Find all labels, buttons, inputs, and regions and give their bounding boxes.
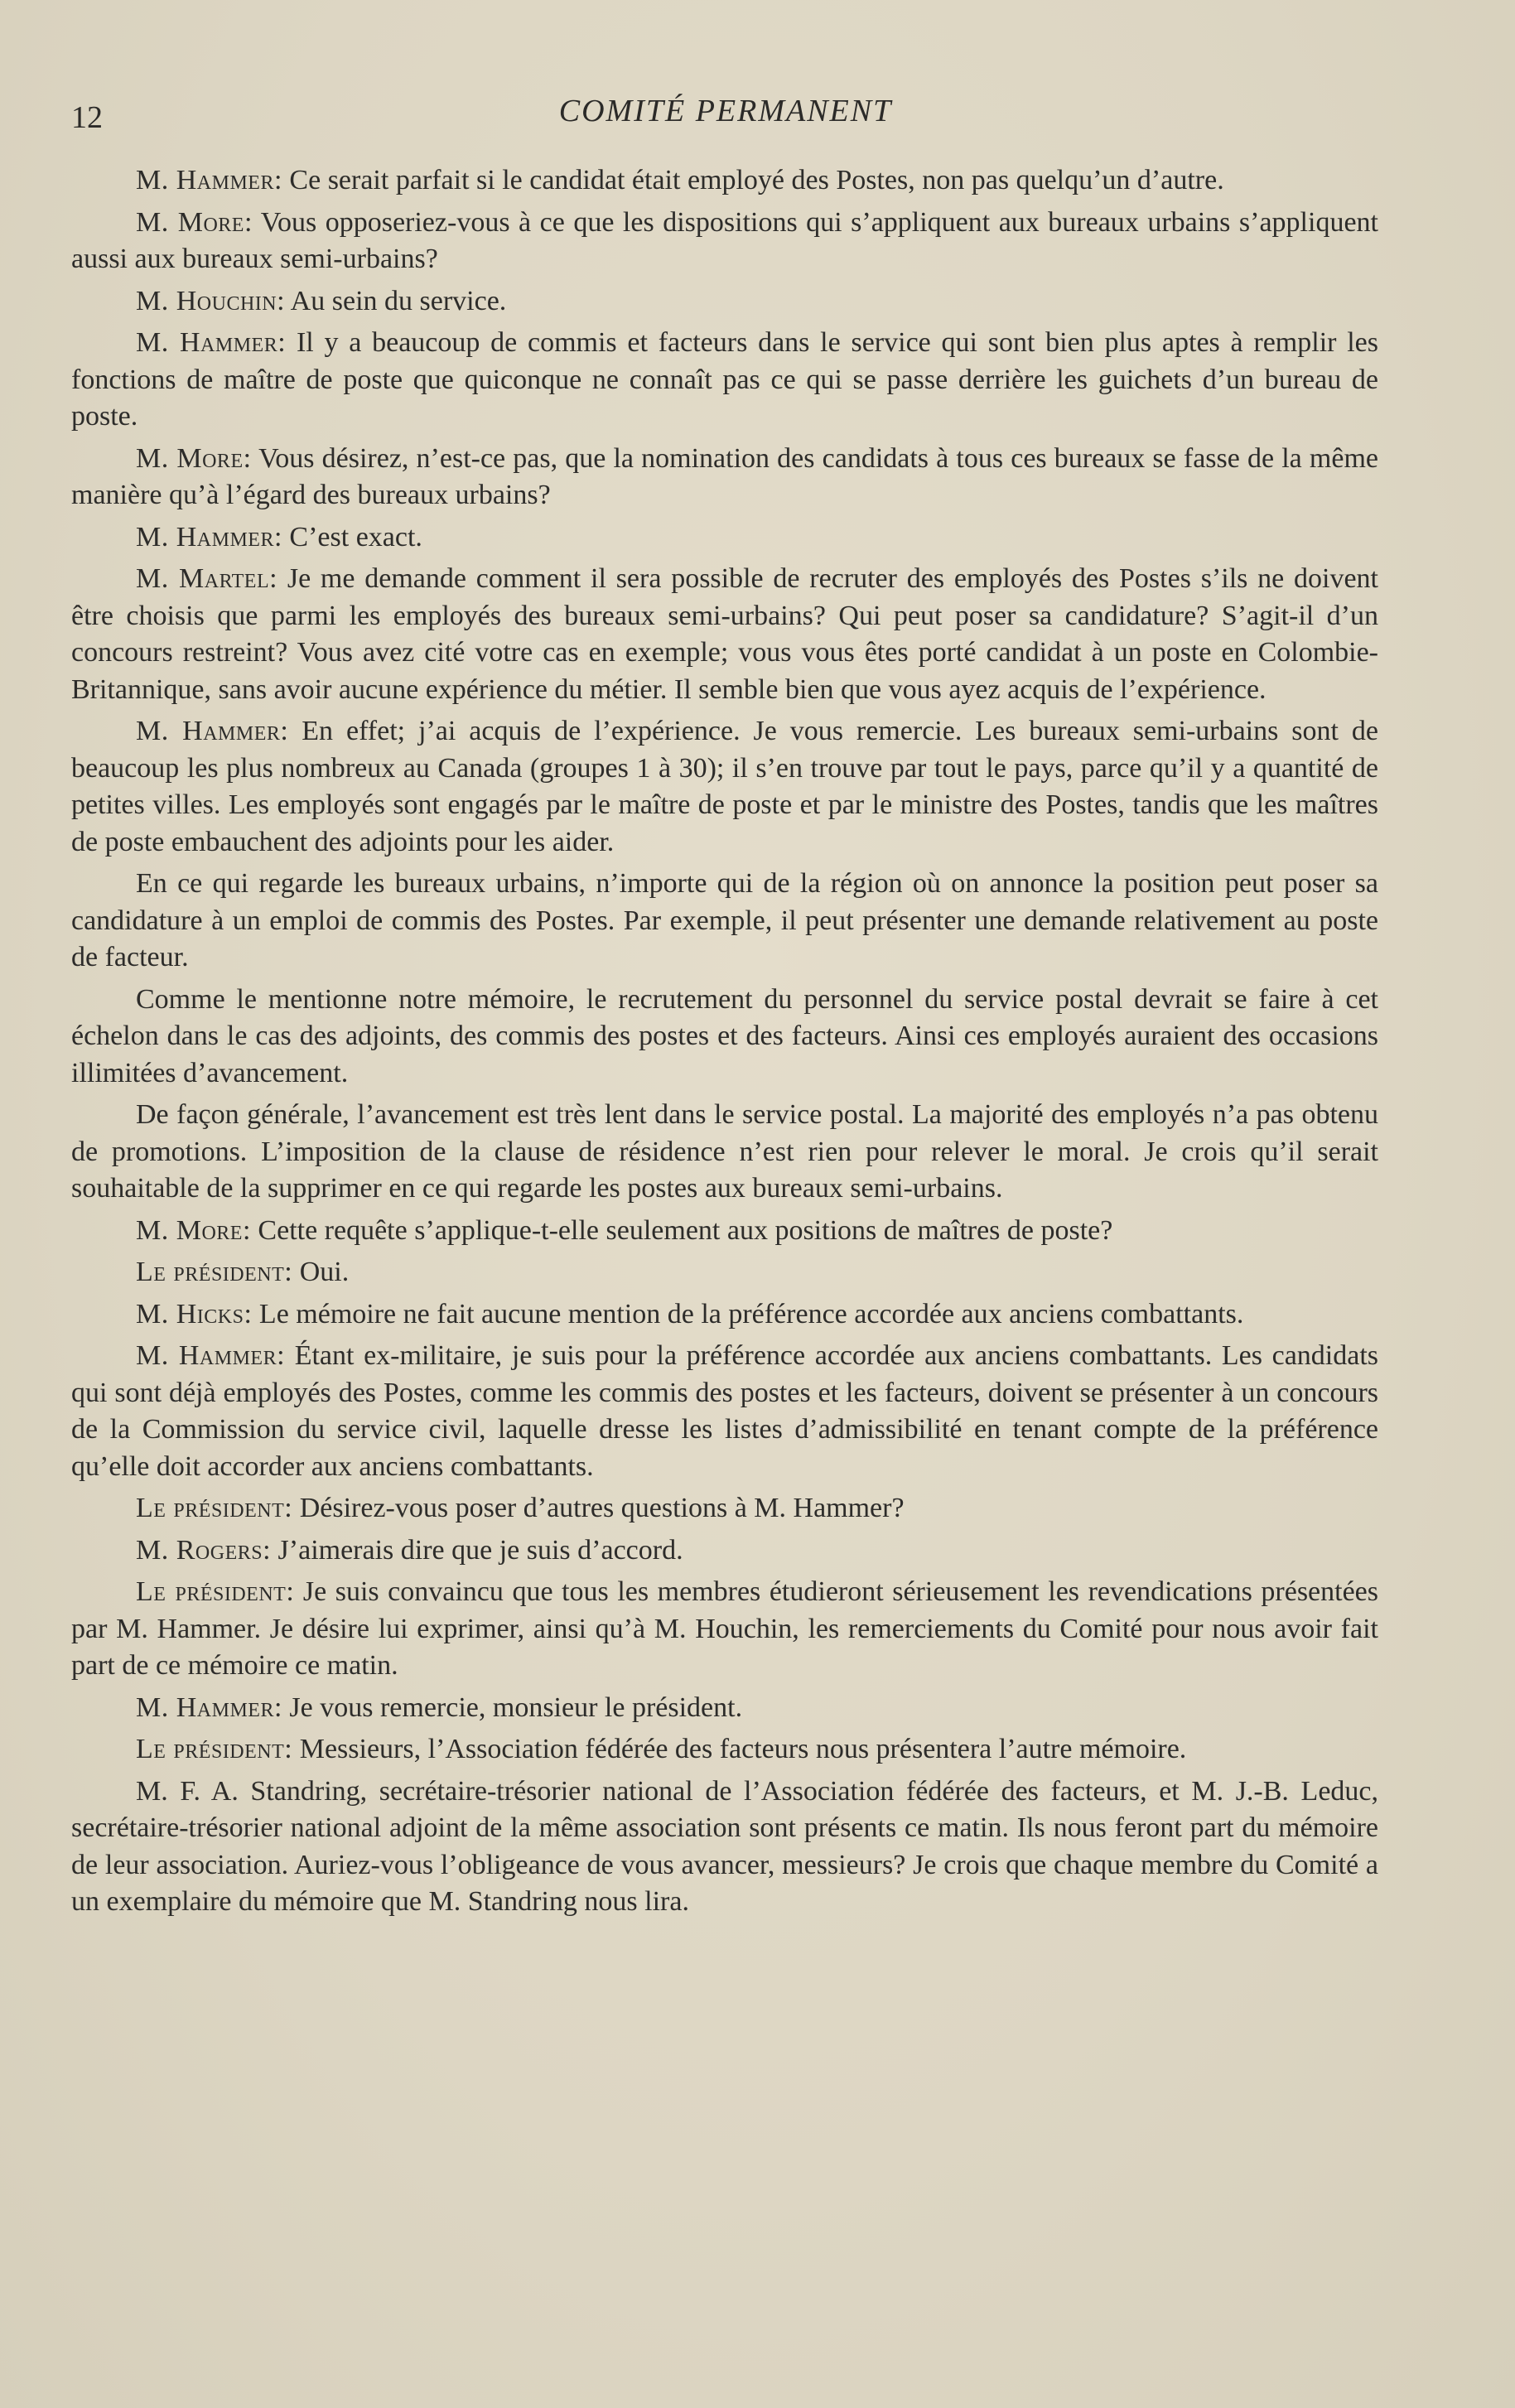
paragraph-text: Cette requête s’applique-t-elle seulement aux positions de maîtres de poste? [250, 1214, 1113, 1246]
speaker-name: Le président: [136, 1257, 293, 1287]
paragraph [71, 325, 1378, 436]
paragraph [71, 1690, 1378, 1727]
speaker-name: Le président: [136, 1576, 295, 1607]
paragraph [71, 713, 1378, 861]
paragraph-text: Vous désirez, n’est-ce pas, que la nomination des candidats à tous ces bureaux se fasse de la même manière qu’à l’égard des bureaux urbains? [71, 442, 1378, 510]
speaker-name: M. Houchin: [136, 285, 286, 316]
paragraph-text: En effet; j’ai acquis de l’expérience. Je vous remercie. Les bureaux semi-urbains sont de beaucoup les plus nombreux au Canada (groupes 1 à 30); il s’en trouve par tout le pays, parce qu’il y a quantité de petites villes. Les employés sont engagés par le maître de poste et par le ministre des Postes, tandis que les maîtres de poste embauchent des adjoints pour les aider. [71, 716, 1378, 857]
paragraph-text: Le mémoire ne fait aucune mention de la préférence accordée aux anciens combattants. [252, 1298, 1244, 1329]
transcript-body [71, 162, 1378, 1926]
speaker-name: M. More: [136, 206, 253, 238]
speaker-name: M. Hammer: [136, 165, 282, 195]
paragraph-text: Vous opposeriez-vous à ce que les dispositions qui s’appliquent aux bureaux urbains s’appliquent aussi aux bureaux semi-urbains? [71, 206, 1378, 274]
paragraph [71, 1254, 1378, 1291]
paragraph [71, 441, 1378, 514]
paragraph [71, 1532, 1378, 1570]
paragraph [71, 205, 1378, 278]
page-number: 12 [71, 100, 103, 135]
paragraph-text: Ce serait parfait si le candidat était employé des Postes, non pas quelqu’un d’autre. [282, 165, 1224, 195]
paragraph-text: Je suis convaincu que tous les membres étudieront sérieusement les revendications présentées par M. Hammer. Je désire lui exprimer, ainsi qu’à M. Houchin, les remerciements du Comité pour nous avoir fait part de ce mémoire ce matin. [71, 1576, 1378, 1681]
speaker-name: M. Hammer: [136, 1691, 282, 1723]
paragraph [71, 1296, 1378, 1334]
page-header [71, 93, 1380, 142]
speaker-name: M. Hicks: [136, 1298, 253, 1329]
paragraph-text: De façon générale, l’avancement est très lent dans le service postal. La majorité des employés n’a pas obtenu de promotions. L’imposition de la clause de résidence n’est rien pour relever le moral. Je crois qu’il serait souhaitable de la supprimer en ce qui regarde les postes aux bureaux semi-urbains. [71, 1099, 1378, 1204]
speaker-name: M. Hammer: [136, 521, 282, 553]
speaker-name: Le président: [136, 1734, 293, 1764]
paragraph-text: C’est exact. [282, 521, 422, 553]
paragraph [71, 982, 1378, 1093]
paragraph-text: Je vous remercie, monsieur le président. [282, 1691, 743, 1723]
paragraph [71, 1773, 1378, 1921]
paragraph [71, 283, 1378, 321]
paragraph-text: Il y a beaucoup de commis et facteurs dans le service qui sont bien plus aptes à remplir les fonctions de maître de poste que quiconque ne connaît pas ce qui se passe derrière les guichets d’un bureau de poste. [71, 327, 1378, 432]
paragraph-text: Comme le mentionne notre mémoire, le recrutement du personnel du service postal devrait se faire à cet échelon dans le cas des adjoints, des commis des postes et des facteurs. Ainsi ces employés auraient des occasions illimitées d’avancement. [71, 983, 1378, 1088]
paragraph-text: En ce qui regarde les bureaux urbains, n’importe qui de la région où on annonce la position peut poser sa candidature à un emploi de commis des Postes. Par exemple, il peut présenter une demande relativement au poste de facteur. [71, 868, 1378, 972]
paragraph [71, 1338, 1378, 1485]
paragraph-text: Oui. [292, 1257, 350, 1287]
paragraph [71, 1731, 1378, 1769]
paragraph [71, 561, 1378, 708]
speaker-name: M. More: [136, 1214, 251, 1246]
paragraph [71, 1097, 1378, 1208]
paragraph-text: J’aimerais dire que je suis d’accord. [271, 1534, 683, 1566]
paragraph [71, 519, 1378, 557]
speaker-name: M. More: [136, 442, 252, 474]
paragraph-text: Étant ex-militaire, je suis pour la préférence accordée aux anciens combattants. Les candidats qui sont déjà employés des Postes, comme les commis des postes et les facteurs, doivent se présenter à un concours de la Commission du service civil, laquelle dresse les listes d’admissibilité en tenant compte de la préférence qu’elle doit accorder aux anciens combattants. [71, 1340, 1378, 1482]
paragraph-text: M. F. A. Standring, secrétaire-trésorier national de l’Association fédérée des facteurs, et M. J.-B. Leduc, secrétaire-trésorier national adjoint de la même association sont présents ce matin. Ils nous feront part du mémoire de leur association. Auriez-vous l’obligeance de vous avancer, messieurs? Je crois que chaque membre du Comité a un exemplaire du mémoire que M. Standring nous lira. [71, 1775, 1378, 1917]
paragraph-text: Désirez-vous poser d’autres questions à M. Hammer? [292, 1493, 905, 1523]
speaker-name: Le président: [136, 1493, 293, 1523]
paragraph [71, 162, 1378, 200]
paragraph-text: Messieurs, l’Association fédérée des facteurs nous présentera l’autre mémoire. [292, 1734, 1187, 1764]
paragraph [71, 866, 1378, 977]
paragraph [71, 1574, 1378, 1685]
paragraph [71, 1213, 1378, 1250]
paragraph-text: Je me demande comment il sera possible de recruter des employés des Postes s’ils ne doivent être choisis que parmi les employés des bureaux semi-urbains? Qui peut poser sa candidature? S’agit-il d’un concours restreint? Vous avez cité votre cas en exemple; vous vous êtes porté candidat à un poste en Colombie-Britannique, sans avoir aucune expérience du métier. Il semble bien que vous ayez acquis de l’expérience. [71, 563, 1378, 705]
paragraph [71, 1490, 1378, 1527]
speaker-name: M. Martel: [136, 563, 278, 594]
speaker-name: M. Hammer: [136, 1340, 286, 1371]
speaker-name: M. Rogers: [136, 1534, 272, 1566]
speaker-name: M. Hammer: [136, 327, 287, 358]
speaker-name: M. Hammer: [136, 716, 289, 746]
running-title: COMITÉ PERMANENT [558, 94, 893, 128]
paragraph-text: Au sein du service. [285, 285, 507, 316]
